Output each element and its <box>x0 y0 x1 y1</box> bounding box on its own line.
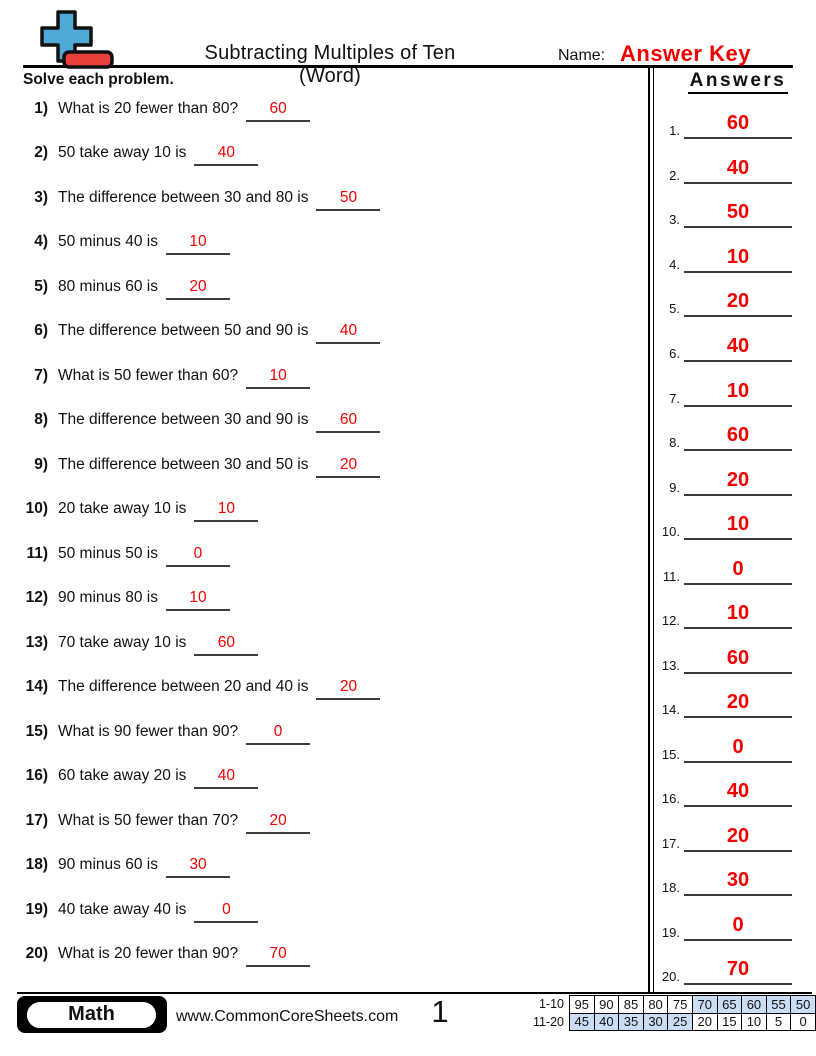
answer-blank <box>194 144 258 166</box>
answer-value: 10 <box>726 380 750 402</box>
problem-number: 11) <box>26 545 48 562</box>
answer-number: 6. <box>669 346 680 361</box>
answer-row <box>650 558 792 585</box>
grading-cell: 85 <box>619 996 644 1014</box>
grading-cell: 40 <box>594 1013 619 1031</box>
answer-value: 40 <box>726 157 750 179</box>
answer-value: 20 <box>726 825 750 847</box>
answer-line <box>684 869 792 896</box>
grading-cell: 50 <box>791 996 816 1014</box>
answer-row <box>650 736 792 763</box>
inline-answer: 40 <box>339 322 358 339</box>
answer-line <box>684 691 792 718</box>
answer-blank <box>166 589 230 611</box>
inline-answer: 30 <box>189 856 207 873</box>
answer-number: 3. <box>669 212 680 227</box>
problem-number: 16) <box>25 767 48 784</box>
answer-line <box>684 469 792 496</box>
answer-line <box>684 825 792 852</box>
answer-number: 12. <box>661 613 680 628</box>
inline-answer: 10 <box>269 367 287 384</box>
answer-value: 10 <box>726 602 750 624</box>
name-label: Name: <box>558 47 606 64</box>
answer-blank <box>316 189 380 211</box>
problem-text: What is 50 fewer than 70? <box>58 812 239 829</box>
answer-blank <box>246 812 310 834</box>
answer-number: 15. <box>661 747 680 762</box>
inline-answer: 10 <box>189 233 207 250</box>
problem-row <box>16 856 230 878</box>
answer-value: 0 <box>732 914 744 936</box>
answer-number: 2. <box>669 168 680 183</box>
problem-number: 20) <box>25 945 48 962</box>
answer-number: 5. <box>669 301 680 316</box>
problem-row <box>16 634 258 656</box>
problem-number: 13) <box>25 634 48 651</box>
answer-row <box>650 112 792 139</box>
grading-cell: 10 <box>742 1013 767 1031</box>
problem-text: 50 minus 50 is <box>58 545 158 562</box>
inline-answer: 60 <box>269 100 287 117</box>
answer-number: 17. <box>661 836 680 851</box>
inline-answer: 10 <box>189 589 207 606</box>
answer-value: 20 <box>726 469 750 491</box>
problem-row <box>16 144 258 166</box>
grading-cell: 30 <box>643 1013 668 1031</box>
answer-line <box>684 424 792 451</box>
problem-row <box>16 456 380 478</box>
inline-answer: 60 <box>339 411 358 428</box>
grading-row-label: 11-20 <box>532 1014 564 1029</box>
answer-row <box>650 513 792 540</box>
answer-number: 20. <box>661 969 680 984</box>
problem-text: The difference between 30 and 90 is <box>58 411 309 428</box>
answer-blank <box>166 278 230 300</box>
problem-row <box>16 545 230 567</box>
answer-row <box>650 691 792 718</box>
answer-number: 11. <box>662 569 680 584</box>
answer-row <box>650 157 792 184</box>
answer-row <box>650 780 792 807</box>
problem-text: The difference between 30 and 80 is <box>58 189 309 206</box>
answer-number: 18. <box>661 880 680 895</box>
problem-text: The difference between 30 and 50 is <box>58 456 309 473</box>
name-value: Answer Key <box>620 41 751 66</box>
answer-blank <box>166 856 230 878</box>
problem-row <box>16 367 310 389</box>
problem-number: 19) <box>25 901 48 918</box>
problem-text: What is 20 fewer than 80? <box>58 100 239 117</box>
answer-value: 20 <box>726 290 750 312</box>
answer-value: 20 <box>726 691 750 713</box>
answer-blank <box>246 723 310 745</box>
answer-blank <box>166 233 230 255</box>
instructions: Solve each problem. <box>23 71 174 88</box>
answer-row <box>650 290 792 317</box>
answer-number: 14. <box>661 702 680 717</box>
answer-line <box>684 780 792 807</box>
problem-row <box>16 767 258 789</box>
answer-line <box>684 647 792 674</box>
problem-row <box>16 901 258 923</box>
problem-number: 15) <box>25 723 48 740</box>
answer-row <box>650 380 792 407</box>
inline-answer: 20 <box>339 678 358 695</box>
problem-number: 8) <box>34 411 48 428</box>
problem-number: 1) <box>34 100 48 117</box>
answer-blank <box>194 901 258 923</box>
answer-row <box>650 201 792 228</box>
answer-row <box>650 647 792 674</box>
answer-line <box>684 201 792 228</box>
problem-row <box>16 945 310 967</box>
inline-answer: 0 <box>193 545 203 562</box>
answer-value: 70 <box>726 958 750 980</box>
answer-blank <box>316 322 380 344</box>
answer-value: 10 <box>726 513 750 535</box>
problem-number: 2) <box>34 144 48 161</box>
problem-row <box>16 189 380 211</box>
problem-row <box>16 411 380 433</box>
inline-answer: 60 <box>217 634 236 651</box>
answer-blank <box>194 634 258 656</box>
answer-line <box>684 736 792 763</box>
problem-text: 90 minus 80 is <box>58 589 158 606</box>
answer-blank <box>166 545 230 567</box>
answer-number: 8. <box>669 435 680 450</box>
inline-answer: 0 <box>273 723 283 740</box>
answer-row <box>650 958 792 985</box>
problem-number: 14) <box>25 678 48 695</box>
grading-cell: 70 <box>692 996 717 1014</box>
grading-row-2 <box>528 1013 816 1031</box>
grading-cell: 45 <box>569 1013 594 1031</box>
answer-number: 4. <box>669 257 680 272</box>
grading-cell: 90 <box>594 996 619 1014</box>
grading-cell: 95 <box>569 996 594 1014</box>
answer-line <box>684 112 792 139</box>
grading-row-1 <box>528 996 816 1014</box>
answer-blank <box>246 945 310 967</box>
problem-text: 50 minus 40 is <box>58 233 158 250</box>
grading-cell: 80 <box>643 996 668 1014</box>
inline-answer: 0 <box>222 901 231 918</box>
inline-answer: 10 <box>217 500 236 517</box>
answer-row <box>650 335 792 362</box>
page-title: Subtracting Multiples of Ten (Word) <box>204 42 456 87</box>
answer-value: 60 <box>726 647 750 669</box>
answer-number: 16. <box>661 791 680 806</box>
problem-row <box>16 322 380 344</box>
answer-line <box>684 914 792 941</box>
inline-answer: 40 <box>217 144 236 161</box>
answer-number: 13. <box>661 658 680 673</box>
problem-text: 60 take away 20 is <box>58 767 187 784</box>
math-brand-badge <box>17 996 167 1033</box>
answer-blank <box>316 456 380 478</box>
problem-number: 9) <box>34 456 48 473</box>
problem-row <box>16 233 230 255</box>
answer-number: 19. <box>661 925 680 940</box>
problem-text: What is 90 fewer than 90? <box>58 723 239 740</box>
answers-heading-text: Answers <box>688 70 789 94</box>
grading-cell: 15 <box>717 1013 742 1031</box>
problem-row <box>16 100 310 122</box>
problem-text: The difference between 50 and 90 is <box>58 322 309 339</box>
grading-cell: 25 <box>668 1013 693 1031</box>
grading-cell: 35 <box>619 1013 644 1031</box>
grading-row-label: 1-10 <box>538 997 564 1012</box>
answer-line <box>684 246 792 273</box>
answer-row <box>650 914 792 941</box>
answer-line <box>684 335 792 362</box>
answer-value: 10 <box>726 246 750 268</box>
page-number: 1 <box>431 994 449 1029</box>
answer-value: 60 <box>726 112 750 134</box>
problem-number: 18) <box>25 856 48 873</box>
answer-line <box>684 290 792 317</box>
answer-line <box>684 602 792 629</box>
answer-value: 40 <box>726 780 750 802</box>
answer-blank <box>316 411 380 433</box>
problem-number: 10) <box>25 500 48 517</box>
problem-number: 12) <box>25 589 48 606</box>
answer-blank <box>316 678 380 700</box>
answer-value: 0 <box>732 736 744 758</box>
problem-number: 6) <box>34 322 48 339</box>
grading-table <box>528 995 816 1031</box>
problem-row <box>16 278 230 300</box>
answer-row <box>650 602 792 629</box>
grading-cell: 55 <box>766 996 791 1014</box>
grading-cell: 60 <box>742 996 767 1014</box>
answer-value: 50 <box>726 201 750 223</box>
problem-number: 7) <box>34 367 48 384</box>
problem-row <box>16 678 380 700</box>
answer-value: 30 <box>726 869 750 891</box>
answer-number: 7. <box>669 391 680 406</box>
grading-cell: 5 <box>766 1013 791 1031</box>
problem-text: 20 take away 10 is <box>58 500 187 517</box>
website-link[interactable]: www.CommonCoreSheets.com <box>176 1008 399 1025</box>
math-brand-label: Math <box>25 1000 158 1030</box>
grading-cell: 75 <box>668 996 693 1014</box>
inline-answer: 50 <box>339 189 358 206</box>
answer-line <box>684 380 792 407</box>
grading-cell: 65 <box>717 996 742 1014</box>
answer-line <box>684 558 792 585</box>
problem-number: 4) <box>34 233 48 250</box>
answer-number: 1. <box>669 123 680 138</box>
problem-text: What is 50 fewer than 60? <box>58 367 239 384</box>
problem-row <box>16 812 310 834</box>
inline-answer: 20 <box>269 812 287 829</box>
problem-text: 80 minus 60 is <box>58 278 158 295</box>
inline-answer: 40 <box>217 767 236 784</box>
grading-cell: 0 <box>791 1013 816 1031</box>
answer-line <box>684 513 792 540</box>
problem-text: What is 20 fewer than 90? <box>58 945 239 962</box>
answers-heading <box>676 70 800 92</box>
answer-row <box>650 246 792 273</box>
answer-value: 60 <box>726 424 750 446</box>
problem-text: 90 minus 60 is <box>58 856 158 873</box>
problem-text: 40 take away 40 is <box>58 901 187 918</box>
inline-answer: 20 <box>339 456 358 473</box>
answer-row <box>650 469 792 496</box>
problem-row <box>16 723 310 745</box>
answer-value: 40 <box>726 335 750 357</box>
problem-number: 17) <box>25 812 48 829</box>
answer-row <box>650 825 792 852</box>
problem-text: The difference between 20 and 40 is <box>58 678 309 695</box>
grading-cell: 20 <box>692 1013 717 1031</box>
answer-blank <box>246 367 310 389</box>
inline-answer: 20 <box>189 278 207 295</box>
answer-blank <box>246 100 310 122</box>
problem-text: 50 take away 10 is <box>58 144 187 161</box>
answer-value: 0 <box>732 558 744 580</box>
answer-row <box>650 424 792 451</box>
problem-text: 70 take away 10 is <box>58 634 187 651</box>
answer-blank <box>194 500 258 522</box>
answer-number: 9. <box>669 480 680 495</box>
problem-row <box>16 500 258 522</box>
problem-row <box>16 589 230 611</box>
answer-line <box>684 958 792 985</box>
problem-number: 3) <box>34 189 48 206</box>
inline-answer: 70 <box>269 945 287 962</box>
answer-blank <box>194 767 258 789</box>
problem-number: 5) <box>34 278 48 295</box>
answer-row <box>650 869 792 896</box>
answer-number: 10. <box>661 524 680 539</box>
answer-line <box>684 157 792 184</box>
plus-minus-logo-icon <box>34 10 126 74</box>
